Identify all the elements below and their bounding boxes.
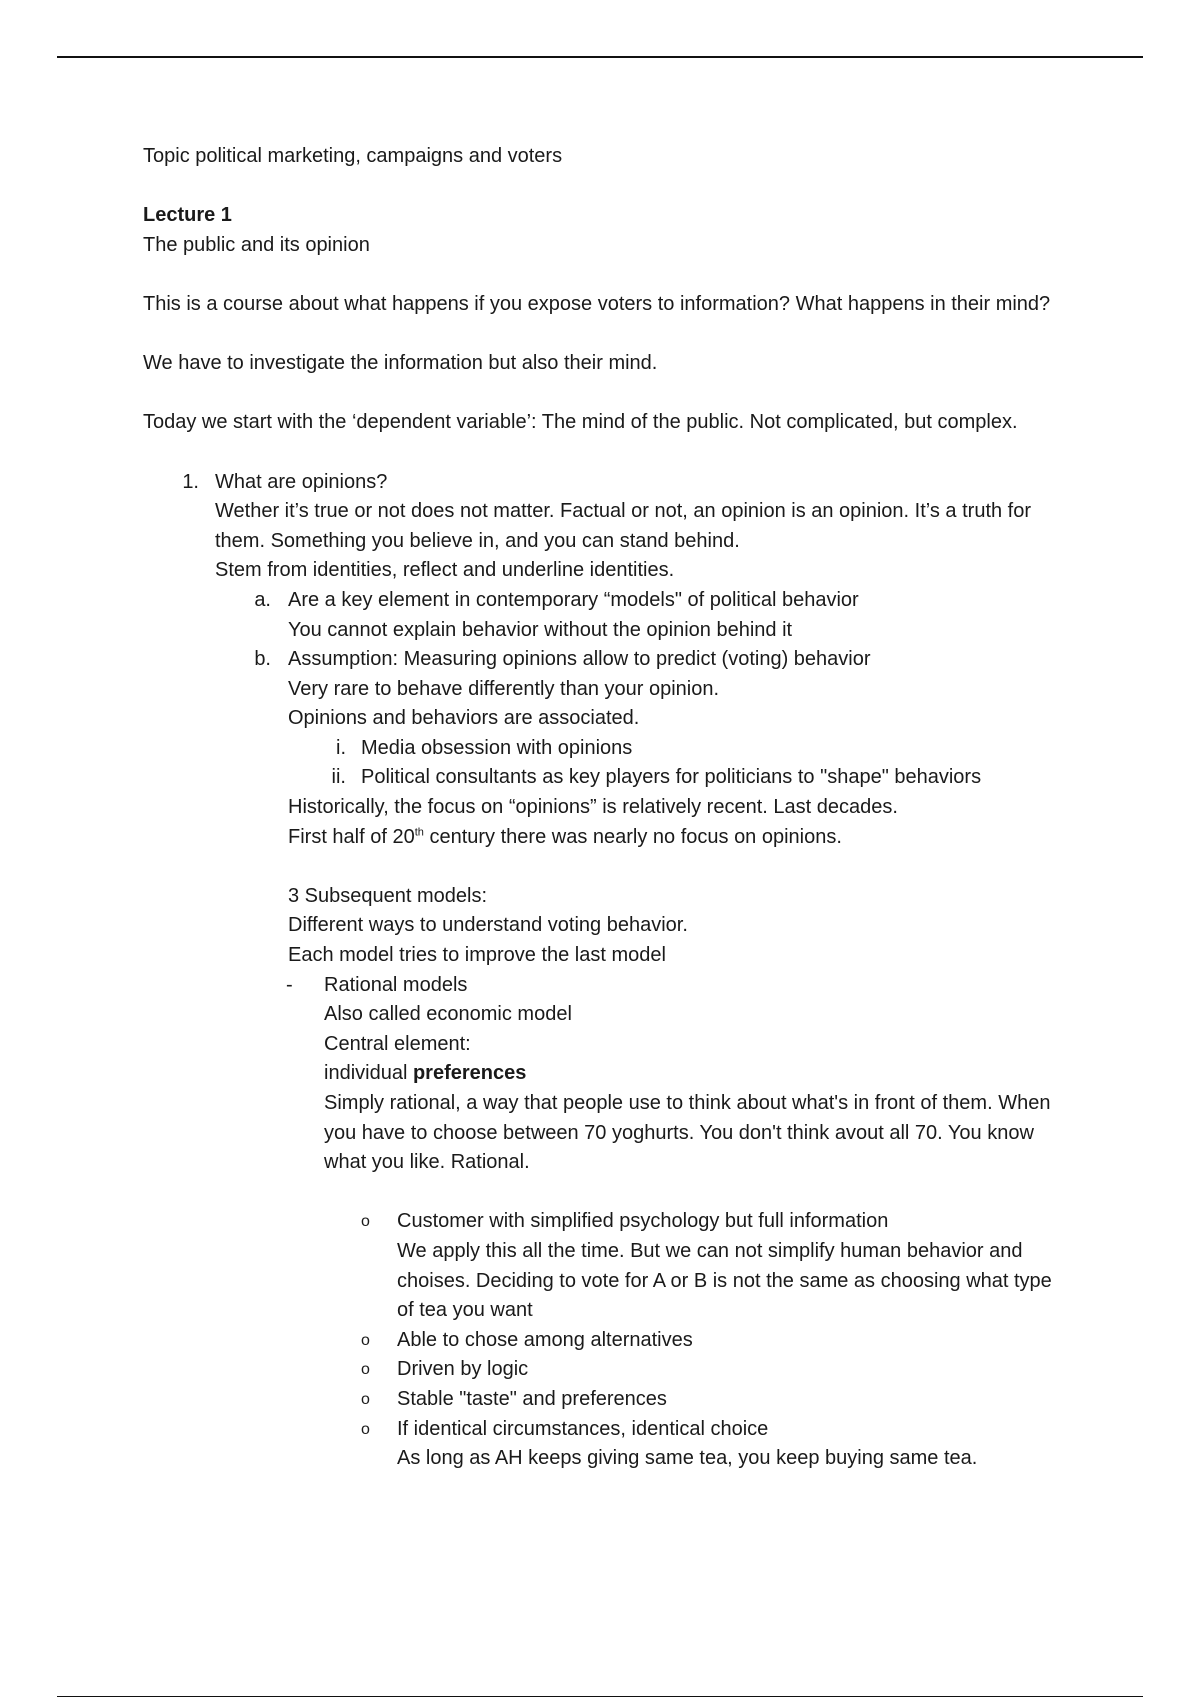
list-item-text: Simply rational, a way that people use to think about what's in front of them. When you have to choose between 70 yoghurts. You don't think avout all 70. You know what you like. Rational. xyxy=(324,1092,1051,1174)
list-item-1 xyxy=(143,468,1063,586)
list-item-text: Political consultants as key players for politicians to "shape" behaviors xyxy=(361,766,982,789)
bullet-text: Stable "taste" and preferences xyxy=(397,1387,667,1410)
list-item-text: Wether it’s true or not does not matter. Factual or not, an opinion is an opinion. It’s a truth for them. Something you believe in, and you can stand behind. xyxy=(215,500,1032,552)
list-item-title: What are opinions? xyxy=(215,470,388,493)
document-body xyxy=(143,142,1063,1474)
models-text: Each model tries to improve the last model xyxy=(288,944,666,967)
bullet-marker: o xyxy=(361,1420,370,1438)
list-marker: 1. xyxy=(182,470,199,493)
rational-models-item xyxy=(143,971,1063,1178)
lecture-subtitle: The public and its opinion xyxy=(143,233,370,256)
list-item-b xyxy=(143,645,1063,734)
intro-paragraph-2: We have to investigate the information but also their mind. xyxy=(143,352,658,375)
bullet-note: We apply this all the time. But we can not simplify human behavior and choises. Deciding to vote for A or B is not the same as choosing what type of tea you want xyxy=(397,1239,1052,1322)
models-heading: 3 Subsequent models: xyxy=(288,884,488,907)
list-marker: b. xyxy=(254,648,271,671)
bullet-marker: o xyxy=(361,1390,370,1408)
bullet-item xyxy=(143,1326,1063,1356)
dash-marker: - xyxy=(286,973,293,996)
list-item-title: Rational models xyxy=(324,973,468,996)
list-item-text: Very rare to behave differently than your opinion. xyxy=(288,677,720,700)
bullet-marker: o xyxy=(361,1213,370,1231)
history-note-1: Historically, the focus on “opinions” is relatively recent. Last decades. xyxy=(288,796,898,819)
list-marker: i. xyxy=(336,736,346,759)
list-item-ii xyxy=(143,763,1063,793)
list-item-text: individual preferences xyxy=(324,1062,527,1085)
list-marker: ii. xyxy=(331,766,346,789)
list-item-text: Also called economic model xyxy=(324,1003,572,1026)
history-note-2: First half of 20th century there was nearly no focus on opinions. xyxy=(288,825,842,848)
bullet-text: If identical circumstances, identical choice xyxy=(397,1417,769,1440)
list-item-a xyxy=(143,586,1063,645)
bullet-note: As long as AH keeps giving same tea, you keep buying same tea. xyxy=(397,1447,978,1470)
bullet-text: Driven by logic xyxy=(397,1358,529,1381)
lecture-title: Lecture 1 xyxy=(143,204,232,227)
topic-line: Topic political marketing, campaigns and voters xyxy=(143,145,563,167)
list-item-text: Opinions and behaviors are associated. xyxy=(288,707,640,730)
list-item-title: Assumption: Measuring opinions allow to predict (voting) behavior xyxy=(288,648,871,671)
bullet-marker: o xyxy=(361,1361,370,1379)
bullet-item xyxy=(143,1415,1063,1474)
list-item-i xyxy=(143,734,1063,764)
bullet-text: Customer with simplified psychology but full information xyxy=(397,1210,889,1233)
list-item-title: Are a key element in contemporary “models" of political behavior xyxy=(288,588,859,611)
list-item-text: Central element: xyxy=(324,1032,471,1055)
models-text: Different ways to understand voting behavior. xyxy=(288,914,688,937)
list-item-text: Stem from identities, reflect and underline identities. xyxy=(215,559,675,582)
bullet-item xyxy=(143,1207,1063,1325)
list-marker: a. xyxy=(254,588,271,611)
bullet-item xyxy=(143,1355,1063,1385)
intro-paragraph-3: Today we start with the ‘dependent variable’: The mind of the public. Not complicated, but complex. xyxy=(143,411,1018,434)
bullet-marker: o xyxy=(361,1331,370,1349)
intro-paragraph-1: This is a course about what happens if you expose voters to information? What happens in their mind? xyxy=(143,292,1051,315)
footer-rule xyxy=(57,1696,1143,1697)
bullet-text: Able to chose among alternatives xyxy=(397,1328,693,1351)
bullet-item xyxy=(143,1385,1063,1415)
list-item-text: Media obsession with opinions xyxy=(361,736,633,759)
list-item-text: You cannot explain behavior without the opinion behind it xyxy=(288,618,793,641)
header-rule xyxy=(57,56,1143,58)
